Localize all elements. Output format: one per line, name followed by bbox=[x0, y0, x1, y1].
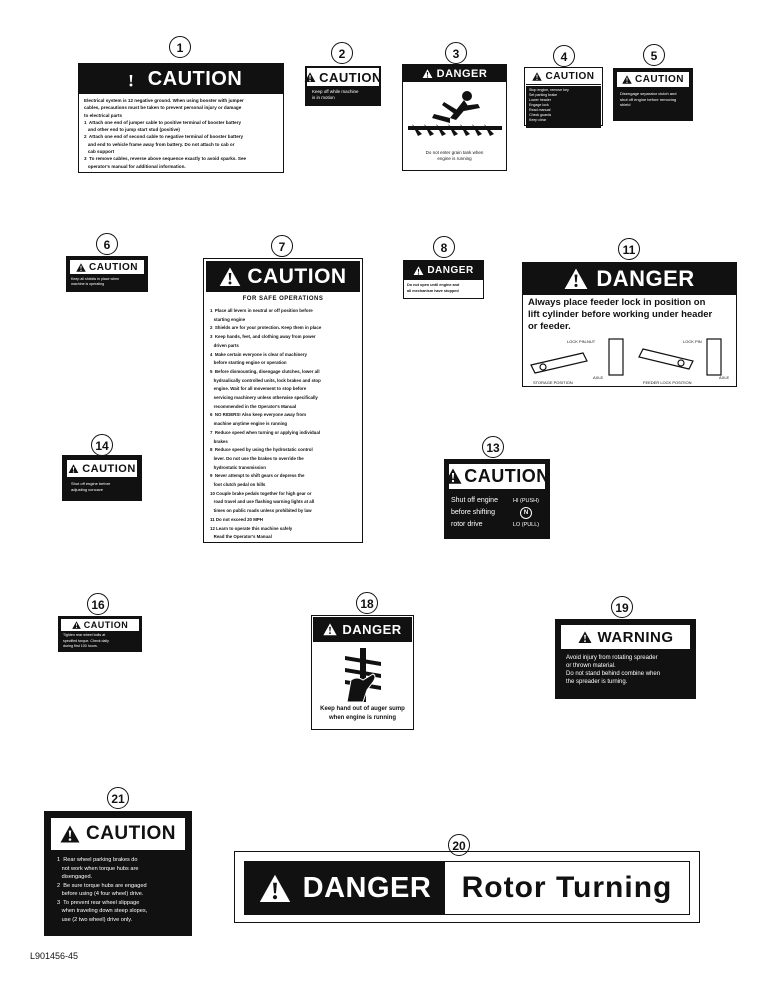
warning-triangle-icon bbox=[304, 72, 316, 83]
rotor-drive-positions bbox=[509, 495, 543, 531]
text-line: Keep hand out of auger sump bbox=[320, 706, 405, 712]
text-line: Do not enter grain tank when bbox=[425, 150, 484, 155]
text-line: times on public roads unless prohibited by law bbox=[210, 508, 312, 514]
decal-3-heading: DANGER bbox=[436, 67, 488, 80]
warning-triangle-icon bbox=[219, 267, 241, 287]
diagram-tag: STORAGE POSITION bbox=[533, 380, 573, 385]
text-line: Shut off engine bbox=[451, 497, 498, 504]
text-line: all mechanism have stopped bbox=[407, 289, 459, 293]
text-line: machine is operating bbox=[71, 282, 105, 286]
text-line: when traveling down steep slopes, bbox=[57, 908, 148, 914]
text-line: Do not stand behind combine when bbox=[566, 671, 661, 677]
text-line: 1 Place all levers in neutral or off position before bbox=[210, 308, 313, 313]
warning-triangle-icon bbox=[444, 468, 462, 484]
text-line: and other end to jump start stud (positive) bbox=[84, 127, 180, 133]
decal-1 bbox=[78, 63, 284, 173]
text-line: Stop engine, remove key bbox=[529, 88, 569, 92]
callout-6: 6 bbox=[96, 233, 118, 255]
text-line: Tighten rear wheel bolts at bbox=[63, 633, 106, 637]
decal-14 bbox=[62, 455, 142, 501]
text-line: Always place feeder lock in position on bbox=[528, 297, 706, 308]
warning-triangle-icon bbox=[422, 69, 433, 79]
decal-11-text bbox=[523, 295, 736, 335]
decal-2-text bbox=[306, 87, 380, 103]
text-line: engine. Wait for all movement to stop before bbox=[210, 386, 307, 392]
decal-14-heading: CAUTION bbox=[82, 462, 136, 475]
warning-triangle-icon bbox=[323, 623, 337, 636]
text-line: 3 Keep hands, feet, and clothing away from power bbox=[210, 334, 316, 340]
text-line: Keep off while machine bbox=[312, 89, 359, 94]
text-line: starting engine bbox=[210, 316, 246, 322]
decal-20-message: Rotor Turning bbox=[461, 871, 673, 904]
text-line: Keep all shields in place when bbox=[71, 277, 120, 281]
text-line: 7 Reduce speed when turning or applying individual bbox=[210, 429, 321, 435]
text-line: brakes bbox=[210, 438, 228, 444]
warning-triangle-icon bbox=[564, 268, 588, 290]
position-hi: HI (PUSH) bbox=[513, 498, 539, 504]
text-line: Read manual bbox=[529, 108, 551, 112]
text-line: recommended in the Operator's Manual bbox=[210, 403, 297, 409]
decal-21-heading: CAUTION bbox=[85, 823, 177, 844]
decal-16-heading: CAUTION bbox=[83, 620, 129, 630]
text-line: cables, precautions must be taken to prevent personal injury or damage bbox=[84, 105, 242, 111]
warning-triangle-icon bbox=[259, 874, 291, 903]
text-line: hydraulically controlled units, lock brakes and stop bbox=[210, 377, 321, 383]
text-line: 2 Be sure torque hubs are engaged bbox=[57, 882, 147, 889]
auger-entanglement-pictogram bbox=[404, 84, 506, 146]
decal-2 bbox=[305, 66, 381, 106]
decal-4-header bbox=[526, 69, 601, 85]
text-line: hydrostatic transmission bbox=[210, 464, 266, 470]
decal-19-heading: WARNING bbox=[597, 628, 674, 646]
text-line: use (2 two wheel) drive only. bbox=[57, 916, 133, 923]
decal-6-text bbox=[67, 277, 147, 287]
text-line: Set parking brake bbox=[529, 93, 558, 97]
text-line: not work when torque hubs are bbox=[57, 865, 139, 872]
decal-18 bbox=[311, 615, 414, 730]
text-line: Engage lock bbox=[529, 103, 549, 107]
text-line: operator's manual for additional information. bbox=[84, 163, 186, 169]
text-line: and end to vehicle frame away from battery. Do not attach to cab or bbox=[84, 141, 235, 147]
text-line: during first 100 hours. bbox=[63, 644, 98, 648]
text-line: disengaged. bbox=[57, 874, 93, 880]
decal-21-text bbox=[45, 856, 191, 924]
position-n: N bbox=[509, 507, 543, 519]
text-line: 2 Shields are for your protection. Keep them in place bbox=[210, 325, 322, 331]
decal-14-header bbox=[67, 460, 137, 477]
decal-8-heading: DANGER bbox=[427, 265, 474, 276]
decal-1-text bbox=[79, 94, 283, 173]
text-line: 3 To prevent rear wheel slippage bbox=[57, 899, 140, 906]
text-line: 2 Attach one end of second cable to negative terminal of booster battery bbox=[84, 134, 244, 140]
decal-4-text bbox=[526, 86, 601, 128]
callout-13: 13 bbox=[482, 436, 504, 458]
text-line: 1 Attach one end of jumper cable to positive terminal of booster battery bbox=[84, 119, 242, 125]
decal-2-header bbox=[307, 68, 382, 86]
callout-11: 11 bbox=[618, 238, 640, 260]
text-line: 6 NO RIDERS! Also keep everyone away from bbox=[210, 412, 306, 418]
text-line: Lower header bbox=[529, 98, 551, 102]
callout-20: 20 bbox=[448, 834, 470, 856]
decal-3-header bbox=[403, 65, 506, 82]
feeder-lock-diagram bbox=[523, 335, 735, 385]
decal-3-text bbox=[403, 146, 506, 166]
callout-19: 19 bbox=[611, 596, 633, 618]
warning-triangle-icon bbox=[413, 266, 424, 276]
text-line: road travel and use flashing warning lights at all bbox=[210, 499, 315, 505]
decal-20 bbox=[234, 851, 700, 923]
decal-14-text bbox=[63, 481, 141, 493]
decal-7-header bbox=[206, 261, 360, 292]
text-line: rotor drive bbox=[451, 521, 483, 528]
text-line: 8 Reduce speed by using the hydrostatic control bbox=[210, 447, 313, 453]
decal-18-heading: DANGER bbox=[342, 622, 402, 637]
decal-13 bbox=[444, 459, 550, 539]
callout-5: 5 bbox=[643, 44, 665, 66]
diagram-tag: LOCK PIN-NUT bbox=[567, 339, 596, 344]
diagram-tag: FEEDER LOCK POSITION bbox=[643, 380, 692, 385]
text-line: Check guards bbox=[529, 113, 552, 117]
decal-7-heading: CAUTION bbox=[247, 264, 347, 288]
decal-19-header bbox=[561, 625, 690, 649]
decal-13-body bbox=[445, 493, 549, 533]
text-line: 1 Rear wheel parking brakes do bbox=[57, 857, 138, 863]
text-line: 11 Do not exceed 20 MPH bbox=[210, 516, 263, 522]
text-line: or thrown material. bbox=[566, 663, 616, 669]
decal-7-text bbox=[204, 305, 362, 544]
text-line: is in motion bbox=[312, 95, 335, 100]
decal-5-heading: CAUTION bbox=[634, 74, 685, 85]
warning-triangle-icon bbox=[68, 464, 79, 474]
text-line: servicing machinery unless otherwise specifically bbox=[210, 395, 318, 401]
text-line: Read the Operator's Manual bbox=[210, 534, 272, 540]
decal-13-header bbox=[449, 464, 550, 489]
decal-11-header bbox=[523, 263, 736, 295]
warning-triangle-icon bbox=[76, 263, 86, 272]
text-line: foot clutch pedal on hills bbox=[210, 482, 266, 488]
diagram-tag: LOCK PIN bbox=[683, 339, 702, 344]
decal-4-heading: CAUTION bbox=[545, 71, 595, 82]
decal-18-header bbox=[313, 617, 412, 642]
text-line: specified torque. Check daily bbox=[63, 638, 109, 643]
text-line: Shut off engine before bbox=[71, 481, 111, 486]
text-line: cab support bbox=[84, 149, 115, 155]
text-line: 5 Before dismounting, disengage clutches, lower all bbox=[210, 368, 320, 374]
decal-7-subheading: FOR SAFE OPERATIONS bbox=[242, 296, 324, 302]
callout-14: 14 bbox=[91, 434, 113, 456]
decal-8-text bbox=[404, 280, 483, 296]
text-line: shield bbox=[620, 102, 631, 107]
callout-7: 7 bbox=[271, 235, 293, 257]
decal-20-heading: DANGER bbox=[302, 871, 432, 904]
text-line: 10 Couple brake pedals together for high gear or bbox=[210, 490, 312, 496]
text-line: Disengage separator clutch and bbox=[620, 91, 677, 96]
decal-20-inner bbox=[244, 861, 690, 915]
text-line: lift cylinder before working under header bbox=[528, 309, 713, 320]
text-line: lever. Do not use the brakes to override the bbox=[210, 455, 304, 461]
text-line: 9 Never attempt to shift gears or depress the bbox=[210, 473, 305, 479]
decal-7 bbox=[203, 258, 363, 543]
decal-13-text bbox=[451, 495, 509, 531]
text-line: shut off engine before removing bbox=[620, 96, 677, 102]
text-line: before starting engine or operation bbox=[210, 360, 287, 366]
text-line: or feeder. bbox=[528, 321, 571, 332]
callout-18: 18 bbox=[356, 592, 378, 614]
text-line: engine is running bbox=[437, 156, 472, 161]
text-line: machine anytime engine is running bbox=[210, 421, 288, 427]
warning-triangle-icon bbox=[60, 825, 80, 843]
callout-16: 16 bbox=[87, 593, 109, 615]
text-line: Do not open until engine and bbox=[407, 283, 460, 287]
decal-1-heading: CAUTION bbox=[147, 67, 243, 90]
decal-16-header bbox=[61, 619, 139, 631]
decal-11 bbox=[522, 262, 737, 387]
text-line: when engine is running bbox=[328, 714, 396, 721]
decal-3 bbox=[402, 64, 507, 171]
decal-6-header bbox=[70, 260, 144, 274]
text-line: Electrical system is 12 negative ground. When using booster with jumper bbox=[84, 98, 244, 103]
text-line: before shifting bbox=[451, 509, 495, 516]
decal-2-heading: CAUTION bbox=[319, 69, 382, 85]
decal-19 bbox=[555, 619, 696, 699]
decal-5-header bbox=[617, 72, 689, 87]
warning-triangle-icon bbox=[578, 631, 592, 644]
warning-triangle-icon bbox=[622, 75, 632, 84]
decal-1-header bbox=[79, 64, 283, 94]
decal-8-header bbox=[404, 261, 483, 280]
warning-triangle-icon bbox=[72, 621, 81, 629]
callout-3: 3 bbox=[445, 42, 467, 64]
warning-triangle-icon bbox=[532, 72, 542, 81]
decal-16-text bbox=[59, 633, 141, 650]
text-line: 12 Learn to operate this machine safely bbox=[210, 525, 293, 531]
callout-21: 21 bbox=[107, 787, 129, 809]
position-lo: LO (PULL) bbox=[512, 522, 540, 528]
figure-id: L901456-45 bbox=[30, 951, 79, 961]
text-line: the spreader is turning. bbox=[566, 679, 628, 685]
decal-5-text bbox=[614, 90, 692, 109]
decal-11-heading: DANGER bbox=[596, 266, 695, 291]
hand-in-auger-pictogram bbox=[333, 646, 393, 704]
decal-13-heading: CAUTION bbox=[464, 466, 550, 486]
text-line: before using (4 four wheel) drive. bbox=[57, 891, 144, 897]
callout-2: 2 bbox=[331, 42, 353, 64]
decal-6 bbox=[66, 256, 148, 292]
decal-19-text bbox=[556, 654, 695, 686]
text-line: adjusting concave bbox=[71, 487, 104, 492]
decal-6-heading: CAUTION bbox=[88, 261, 139, 273]
warning-triangle-icon bbox=[120, 69, 142, 89]
decal-8 bbox=[403, 260, 484, 299]
text-line: driven parts bbox=[210, 342, 239, 348]
text-line: Avoid injury from rotating spreader bbox=[566, 655, 658, 661]
decal-18-text bbox=[312, 704, 413, 723]
decal-4 bbox=[524, 67, 603, 126]
callout-1: 1 bbox=[169, 36, 191, 58]
decal-5 bbox=[613, 68, 693, 121]
callout-8: 8 bbox=[433, 236, 455, 258]
text-line: to electrical parts bbox=[84, 112, 123, 118]
text-line: 3 To remove cables, reverse above sequence exactly to avoid sparks. See bbox=[84, 156, 247, 162]
callout-4: 4 bbox=[553, 45, 575, 67]
decal-16 bbox=[58, 616, 142, 652]
diagram-tag: AXLE bbox=[593, 375, 604, 380]
text-line: 4 Make certain everyone is clear of machinery bbox=[210, 351, 307, 357]
decal-21 bbox=[44, 811, 192, 936]
decal-21-header bbox=[51, 818, 185, 850]
text-line: Keep clear bbox=[529, 118, 547, 122]
decal-20-header bbox=[245, 862, 445, 914]
diagram-tag: AXLE bbox=[719, 375, 730, 380]
